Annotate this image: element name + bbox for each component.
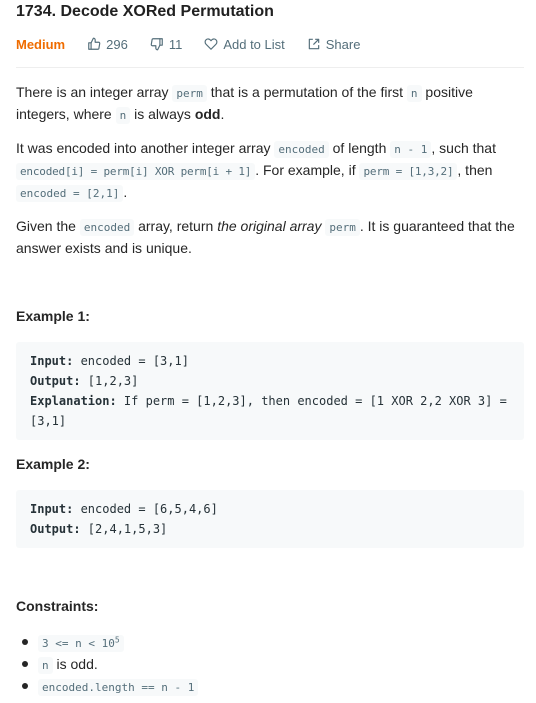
example-1-explanation-continuation: [3,1]	[30, 414, 67, 428]
input-value: encoded = [3,1]	[73, 354, 189, 368]
text: positive integers, where	[16, 84, 473, 122]
text: , such that	[431, 140, 496, 156]
example-1-block	[16, 342, 524, 440]
example-2-input-line	[30, 499, 510, 519]
text: of length	[328, 140, 391, 156]
inline-code: perm = [1,3,2]	[359, 163, 457, 180]
text: .	[220, 106, 225, 122]
description-paragraph-3	[16, 216, 528, 259]
problem-meta-bar	[16, 35, 360, 53]
text: . It is guaranteed that the answer exists and is unique.	[16, 218, 515, 256]
description-paragraph-2	[16, 138, 528, 204]
input-value: encoded = [6,5,4,6]	[73, 502, 218, 516]
inline-code: encoded = [2,1]	[16, 185, 123, 202]
constraints-heading: Constraints:	[16, 598, 99, 614]
constraints-list	[38, 632, 198, 698]
inline-code: n	[116, 107, 131, 124]
thumbs-up-icon	[87, 37, 101, 51]
text: . For example, if	[255, 162, 360, 178]
heart-icon	[204, 37, 218, 51]
example-1-heading: Example 1:	[16, 308, 90, 324]
difficulty-label: Medium	[16, 36, 66, 52]
add-to-list-button[interactable]	[204, 37, 284, 52]
share-button[interactable]	[307, 37, 361, 52]
italic-text: the original array	[217, 218, 322, 234]
output-label: Output:	[30, 522, 81, 536]
text: is odd.	[52, 656, 98, 672]
dislike-button[interactable]	[150, 37, 183, 52]
constraint-item	[38, 654, 198, 673]
constraint-item	[38, 676, 198, 695]
inline-code	[38, 635, 124, 652]
inline-code: encoded	[80, 219, 134, 236]
text: .	[123, 184, 128, 200]
input-label: Input:	[30, 502, 74, 516]
text: array, return	[134, 218, 218, 234]
problem-title: 1734. Decode XORed Permutation	[16, 3, 274, 20]
inline-code: n	[407, 85, 422, 102]
dislikes-count: 11	[168, 36, 183, 52]
explanation-label: Explanation:	[30, 394, 117, 408]
constraint-item	[38, 632, 198, 651]
inline-code: perm	[172, 85, 207, 102]
example-1-output-line	[30, 371, 510, 391]
bold-text: odd	[194, 106, 221, 122]
add-to-list-label: Add to List	[223, 36, 285, 52]
output-value: [1,2,3]	[80, 374, 139, 388]
output-value: [2,4,1,5,3]	[80, 522, 168, 536]
inline-code: perm	[325, 219, 360, 236]
text: that is a permutation of the first	[206, 84, 407, 100]
inline-code: n	[38, 657, 53, 674]
text: It was encoded into another integer array	[16, 140, 275, 156]
likes-count: 296	[106, 36, 128, 52]
share-icon	[307, 37, 321, 51]
thumbs-down-icon	[150, 37, 164, 51]
example-2-block	[16, 490, 524, 548]
share-label: Share	[325, 36, 361, 52]
example-1-input-line	[30, 351, 510, 371]
text: Given the	[16, 218, 80, 234]
description-paragraph-1	[16, 82, 528, 126]
exponent: 5	[114, 635, 120, 645]
example-2-heading: Example 2:	[16, 456, 90, 472]
header-divider	[16, 67, 524, 68]
example-1-explanation-line	[30, 391, 510, 411]
text: There is an integer array	[16, 84, 173, 100]
inline-code: encoded.length == n - 1	[38, 679, 198, 696]
inline-code: encoded[i] = perm[i] XOR perm[i + 1]	[16, 163, 255, 180]
output-label: Output:	[30, 374, 81, 388]
inline-code: encoded	[274, 141, 328, 158]
input-label: Input:	[30, 354, 74, 368]
text: , then	[457, 162, 493, 178]
like-button[interactable]	[87, 37, 128, 52]
problem-description	[16, 82, 528, 271]
constraint-expression: 3 <= n < 10	[42, 637, 115, 650]
example-2-output-line	[30, 519, 510, 539]
explanation-value: If perm = [1,2,3], then encoded = [1 XOR 2,2 XOR 3] =	[116, 394, 507, 408]
text: is always	[130, 106, 195, 122]
inline-code: n - 1	[390, 141, 431, 158]
